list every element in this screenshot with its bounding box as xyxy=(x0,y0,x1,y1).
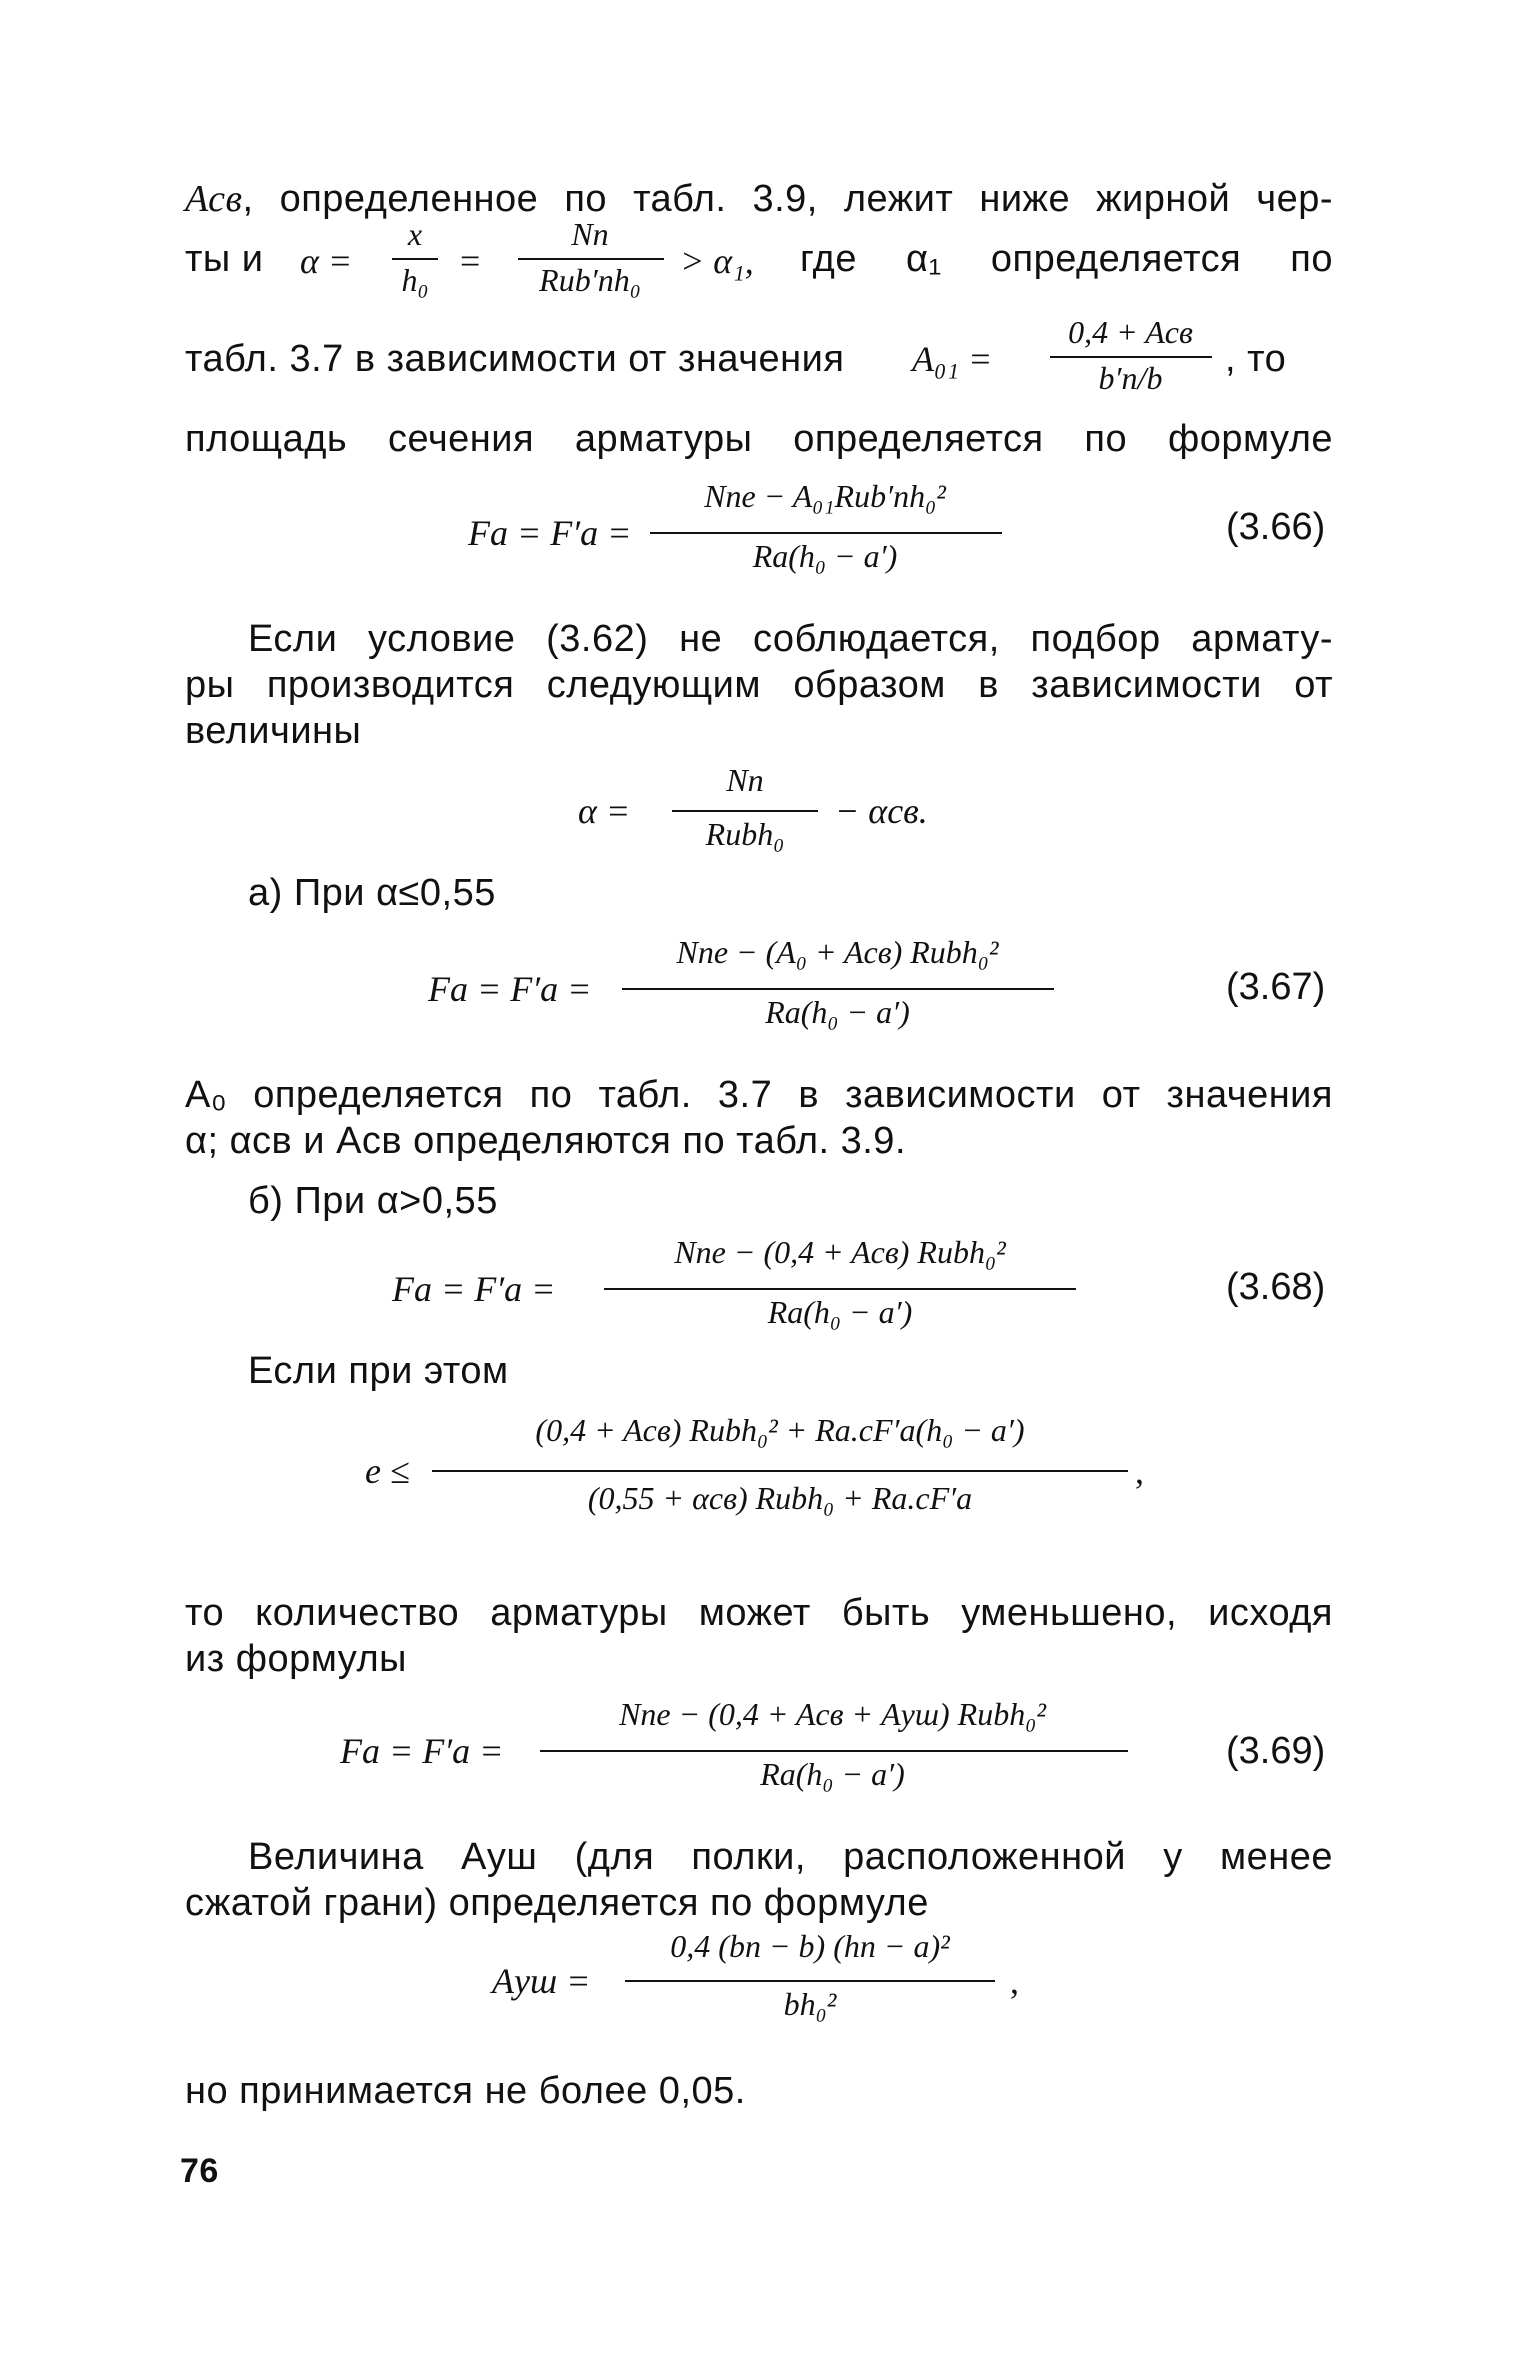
case-b: б) При α>0,55 xyxy=(248,1180,498,1222)
fraction-bar xyxy=(604,1288,1076,1290)
text-span: , определенное по табл. 3.9, лежит ниже жирной чер- xyxy=(242,178,1333,220)
text-line: сжатой грани) определяется по формуле xyxy=(185,1882,929,1924)
comma: , xyxy=(1010,1961,1019,2001)
text-line: площадь сечения арматуры определяется по формуле xyxy=(185,418,1333,460)
fraction-bar xyxy=(650,532,1002,534)
symbol-Asv: Асв xyxy=(185,178,243,220)
equation-number: (3.69) xyxy=(1226,1730,1326,1772)
frac-den: Rа(h₀ − a′) xyxy=(765,994,910,1030)
fraction-bar xyxy=(622,988,1054,990)
text-line: Если при этом xyxy=(248,1350,509,1392)
eq-lhs: Aуш = xyxy=(492,1961,591,2001)
fraction-bar xyxy=(392,258,438,260)
text-line: Если условие (3.62) не соблюдается, подбор армату- xyxy=(248,618,1333,660)
frac-den: Rиbh₀ xyxy=(705,816,785,852)
frac-num: Nп xyxy=(726,762,764,798)
fraction-bar xyxy=(518,258,664,260)
fraction-bar xyxy=(672,810,818,812)
comma: , xyxy=(1135,1451,1144,1491)
text-line: ты и xyxy=(185,238,264,280)
frac-den: Rа(h₀ − a′) xyxy=(752,538,898,574)
page-number: 76 xyxy=(180,2152,219,2190)
eq-lhs: Fа = F′а = xyxy=(468,513,632,553)
frac-den: b′п/b xyxy=(1098,360,1163,396)
fraction-bar xyxy=(625,1980,995,1982)
equation-number: (3.68) xyxy=(1226,1266,1326,1308)
eq-lhs: e ≤ xyxy=(365,1451,410,1491)
equals: = xyxy=(460,241,481,281)
fraction-bar xyxy=(1050,356,1212,358)
gt-alpha: > α₁, xyxy=(680,241,754,281)
frac-den: bh₀² xyxy=(783,1986,837,2022)
text-line: где α₁ определяется по xyxy=(800,238,1333,280)
alpha-eq: α = xyxy=(300,241,353,281)
text-line: A₀ определяется по табл. 3.7 в зависимости от значения xyxy=(185,1074,1333,1116)
text-line: из формулы xyxy=(185,1638,407,1680)
text-line: ры производится следующим образом в зависимости от xyxy=(185,664,1333,706)
frac-num: Nпe − (0,4 + Aсв + Aуш) Rиbh₀² xyxy=(619,1696,1046,1732)
text-line: величины xyxy=(185,710,362,752)
eq-lhs: α = xyxy=(578,791,631,831)
frac-num: x xyxy=(407,216,423,252)
text-line: табл. 3.7 в зависимости от значения xyxy=(185,338,845,380)
eq-rhs: − αсв. xyxy=(835,791,928,831)
frac-num: Nпe − (0,4 + Aсв) Rиbh₀² xyxy=(674,1234,1006,1270)
frac-num: (0,4 + Aсв) Rиbh₀² + Rа.сF′а(h₀ − a′) xyxy=(535,1412,1025,1448)
text-line: но принимается не более 0,05. xyxy=(185,2070,746,2112)
text-line xyxy=(185,176,1333,222)
frac-num: 0,4 + Aсв xyxy=(1068,314,1193,350)
text-line: α; αсв и Aсв определяются по табл. 3.9. xyxy=(185,1120,906,1162)
frac-den: Rа(h₀ − a′) xyxy=(767,1294,913,1330)
frac-num: Nп xyxy=(571,216,609,252)
frac-den: Rа(h₀ − a′) xyxy=(760,1756,905,1792)
frac-den: h₀ xyxy=(401,262,429,298)
text-line: , то xyxy=(1225,338,1287,380)
equation-number: (3.67) xyxy=(1226,966,1326,1008)
eq-lhs: Fа = F′а = xyxy=(392,1269,556,1309)
frac-num: Nпe − (A₀ + Aсв) Rиbh₀² xyxy=(676,934,999,970)
frac-num: 0,4 (bп − b) (hп − a)² xyxy=(670,1928,950,1964)
frac-den: Rиb′пh₀ xyxy=(539,262,641,298)
eq-lhs: Fа = F′а = xyxy=(428,969,592,1009)
fraction-bar xyxy=(540,1750,1128,1752)
equation-number: (3.66) xyxy=(1226,506,1326,548)
fraction-bar xyxy=(432,1470,1128,1472)
frac-num: Nпe − A₀₁Rиb′пh₀² xyxy=(704,478,946,514)
text-line: Величина Aуш (для полки, расположенной у менее xyxy=(248,1836,1333,1878)
frac-den: (0,55 + αсв) Rиbh₀ + Rа.сF′а xyxy=(587,1480,973,1516)
eq-lhs: Fа = F′а = xyxy=(340,1731,504,1771)
A01-eq: A₀₁ = xyxy=(912,339,993,379)
text-line: то количество арматуры может быть уменьшено, исходя xyxy=(185,1592,1333,1634)
case-a: а) При α≤0,55 xyxy=(248,872,496,914)
